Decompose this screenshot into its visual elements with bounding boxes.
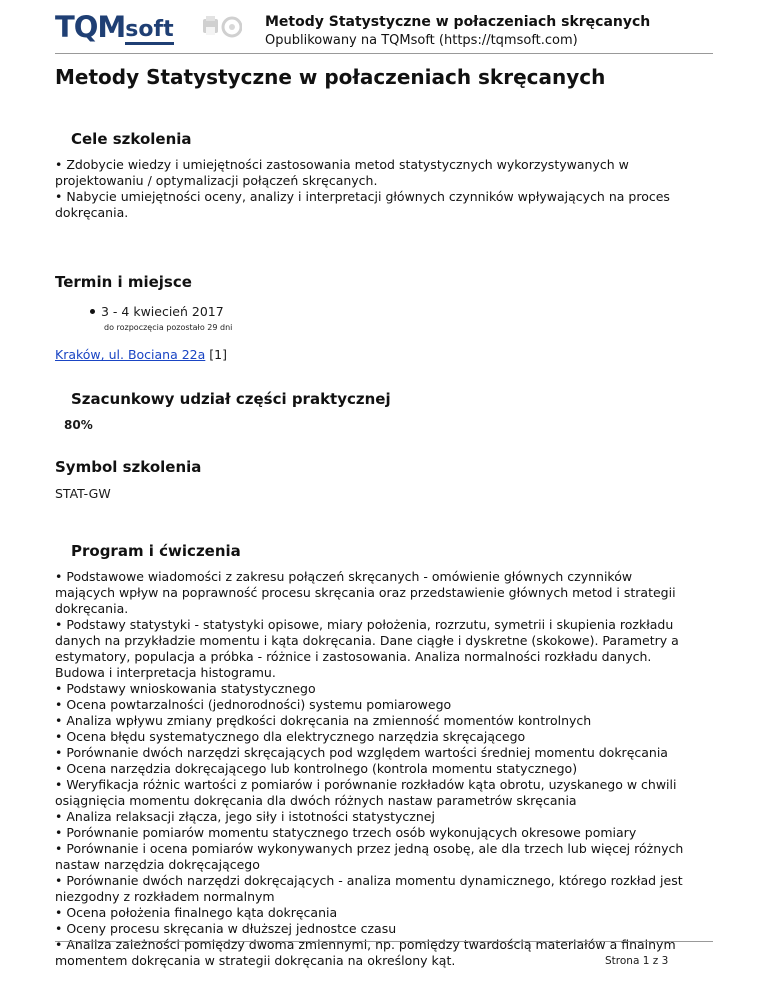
program-line: • Podstawy statystyki - statystyki opisowe, miary położenia, rozrzutu, symetrii i skupienia rozkładu [55, 617, 674, 632]
program-line: • Weryfikacja różnic wartości z pomiarów i porównanie rozkładów kąta obrotu, uzyskanego w chwili [55, 777, 677, 792]
program-line: estymatory, populacja a próbka - różnice i zastosowania. Analiza normalności rozkładu danych. [55, 649, 652, 664]
symbol-value: STAT-GW [55, 486, 111, 501]
program-line: • Podstawy wnioskowania statystycznego [55, 681, 316, 696]
page-title: Metody Statystyczne w połaczeniach skręcanych [55, 65, 606, 89]
program-line: niezgodny z rozkładem normalnym [55, 889, 275, 904]
program-line: • Analiza zależności pomiędzy dwoma zmiennymi, np. pomiędzy twardością materiałów a finalnym [55, 937, 676, 952]
program-line: momentem dokręcania w strategii dokręcania na określony kąt. [55, 953, 456, 968]
program-line: • Ocena powtarzalności (jednorodności) systemu pomiarowego [55, 697, 452, 712]
location-reference: [1] [209, 347, 228, 362]
schedule-date: 3 - 4 kwiecień 2017 [101, 304, 224, 319]
program-line: nastaw narzędzia dokręcającego [55, 857, 260, 872]
schedule-list [90, 304, 224, 320]
practical-value: 80% [64, 418, 93, 432]
bullet-icon [90, 309, 95, 314]
program-line: • Analiza wpływu zmiany prędkości dokręcania na zmienność momentów kontrolnych [55, 713, 592, 728]
schedule-heading: Termin i miejsce [55, 273, 192, 291]
goals-text [55, 157, 715, 221]
schedule-date-item [90, 304, 224, 320]
program-line: danych na przykładzie momentu i kąta dokręcania. Dane ciągłe i dyskretne (skokowe). Parametry a [55, 633, 679, 648]
goals-line: projektowaniu / optymalizacji połączeń skręcanych. [55, 173, 378, 188]
logo-suffix-text: soft [125, 17, 173, 45]
program-line: dokręcania. [55, 601, 129, 616]
program-line: • Porównanie pomiarów momentu statycznego trzech osób wykonujących okresowe pomiary [55, 825, 637, 840]
goals-line: • Nabycie umiejętności oceny, analizy i interpretacji głównych czynników wpływających na proces [55, 189, 670, 204]
program-line: • Porównanie dwóch narzędzi skręcających pod względem wartości średniej momentu dokręcania [55, 745, 668, 760]
program-heading: Program i ćwiczenia [71, 542, 241, 560]
program-line: • Oceny procesu skręcania w dłuższej jednostce czasu [55, 921, 397, 936]
symbol-heading: Symbol szkolenia [55, 458, 202, 476]
program-line: • Ocena położenia finalnego kąta dokręcania [55, 905, 338, 920]
program-line: Budowa i interpretacja histogramu. [55, 665, 276, 680]
header-title: Metody Statystyczne w połaczeniach skręcanych [265, 14, 651, 30]
page-header [0, 0, 768, 52]
program-line: • Porównanie dwóch narzędzi dokręcających - analiza momentu dynamicznego, którego rozkład jest [55, 873, 683, 888]
program-line: • Analiza relaksacji złącza, jego siły i istotności statystycznej [55, 809, 435, 824]
schedule-location [55, 347, 227, 362]
logo-main-text: TQM [55, 10, 126, 44]
location-link[interactable]: Kraków, ul. Bociana 22a [55, 347, 206, 362]
schedule-countdown: do rozpoczęcia pozostało 29 dni [104, 323, 233, 332]
program-line: • Porównanie i ocena pomiarów wykonywanych przez jedną osobę, ale dla trzech lub więcej różnych [55, 841, 684, 856]
page-number: Strona 1 z 3 [605, 955, 669, 967]
header-divider [55, 53, 713, 54]
print-icon [202, 14, 242, 40]
program-line: • Ocena narzędzia dokręcającego lub kontrolnego (kontrola momentu statycznego) [55, 761, 578, 776]
footer-divider [55, 941, 713, 942]
goals-line: • Zdobycie wiedzy i umiejętności zastosowania metod statystycznych wykorzystywanych w [55, 157, 629, 172]
program-line: mających wpływ na poprawność procesu skręcania oraz przedstawienie głównych metod i strategii [55, 585, 676, 600]
header-published-source: Opublikowany na TQMsoft (https://tqmsoft.com) [265, 33, 578, 48]
practical-heading: Szacunkowy udział części praktycznej [71, 390, 391, 408]
tqmsoft-logo[interactable] [55, 10, 174, 44]
program-text [55, 569, 715, 969]
goals-heading: Cele szkolenia [71, 130, 192, 148]
goals-line: dokręcania. [55, 205, 129, 220]
program-line: • Podstawowe wiadomości z zakresu połączeń skręcanych - omówienie głównych czynników [55, 569, 633, 584]
program-line: osiągnięcia momentu dokręcania dla dwóch różnych nastaw parametrów skręcania [55, 793, 577, 808]
program-line: • Ocena błędu systematycznego dla elektrycznego narzędzia skręcającego [55, 729, 526, 744]
